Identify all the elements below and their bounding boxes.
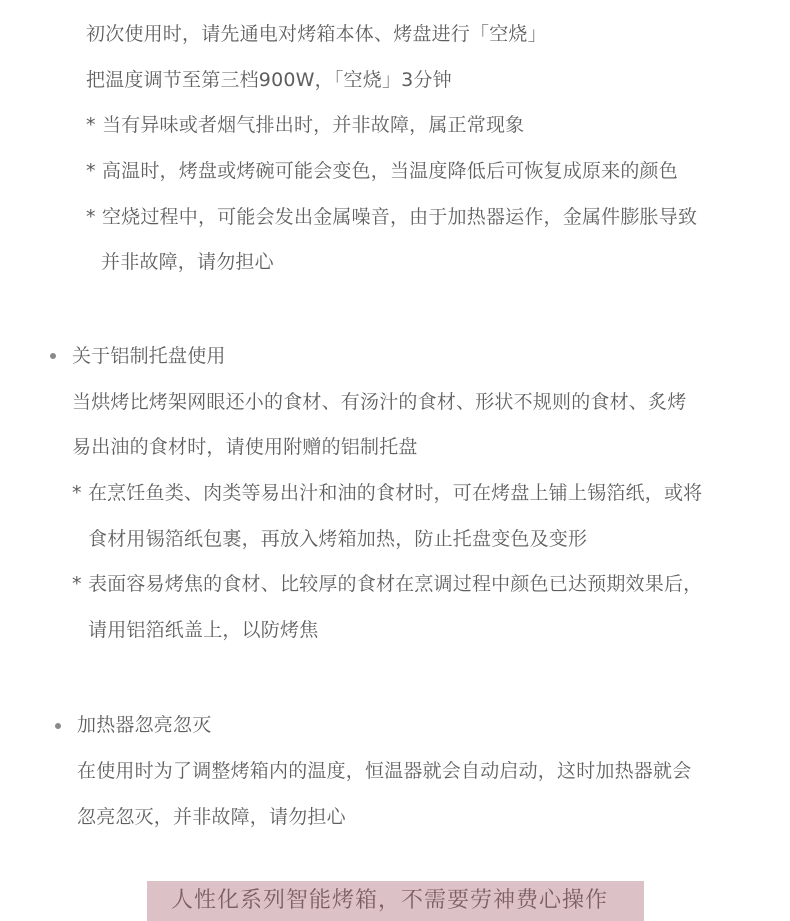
feature-banner: [147, 881, 644, 921]
note-line: * 空烧过程中，可能会发出金属噪音，由于加热器运作，金属件膨胀导致: [86, 206, 698, 228]
body-line: 初次使用时，请先通电对烤箱本体、烤盘进行「空烧」: [86, 23, 547, 45]
section-heading: 关于铝制托盘使用: [72, 345, 226, 367]
note-line-continued: 请用铝箔纸盖上，以防烤焦: [88, 619, 319, 641]
section-heading: 加热器忽亮忽灭: [77, 714, 212, 736]
note-line-continued: 并非故障，请勿担心: [101, 251, 274, 273]
note-line: * 在烹饪鱼类、肉类等易出汁和油的食材时，可在烤盘上铺上锡箔纸，或将: [72, 482, 703, 504]
body-line: 当烘烤比烤架网眼还小的食材、有汤汁的食材、形状不规则的食材、炙烤: [72, 391, 687, 413]
note-line-continued: 食材用锡箔纸包裹，再放入烤箱加热，防止托盘变色及变形: [88, 528, 588, 550]
note-line: * 当有异味或者烟气排出时，并非故障，属正常现象: [86, 114, 525, 136]
banner-title: 人性化系列智能烤箱，不需要劳神费心操作: [171, 888, 609, 913]
bullet-icon: [55, 723, 61, 729]
note-line: * 高温时，烤盘或烤碗可能会变色，当温度降低后可恢复成原来的颜色: [86, 160, 678, 182]
note-line: * 表面容易烤焦的食材、比较厚的食材在烹调过程中颜色已达预期效果后，: [72, 573, 703, 595]
body-line: 忽亮忽灭，并非故障，请勿担心: [77, 806, 346, 828]
body-line: 把温度调节至第三档900W，「空烧」3分钟: [86, 69, 452, 91]
body-line: 易出油的食材时，请使用附赠的铝制托盘: [72, 436, 418, 458]
bullet-icon: [50, 353, 56, 359]
body-line: 在使用时为了调整烤箱内的温度，恒温器就会自动启动，这时加热器就会: [77, 760, 692, 782]
